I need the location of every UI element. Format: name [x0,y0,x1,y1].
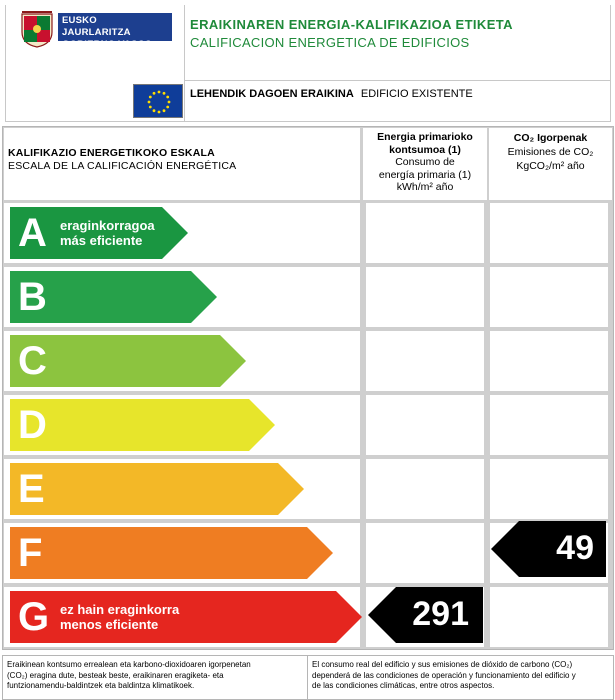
energy-header-es-2: energía primaria (1) [378,168,472,181]
eu-stars-icon [134,85,184,119]
building-type-es: EDIFICIO EXISTENTE [360,88,473,100]
co2-header-eu: CO₂ Igorpenak [513,132,588,144]
footer-note-eu [7,660,303,692]
energy-cell-d [366,395,484,455]
band-row-g [4,587,360,647]
energy-rating-value: 291 [412,595,469,633]
band-description-eu: ez hain eraginkorra [60,602,180,617]
band-row-f [4,523,360,583]
header-row-divider [184,80,611,81]
co2-header-unit: KgCO₂/m² año [516,160,585,172]
footer-es-line-2: dependerá de las condiciones de operación y funcionamiento del edificio y [312,670,576,680]
band-letter: F [18,531,43,575]
energy-cell-e [366,459,484,519]
co2-cell-e [490,459,608,519]
footer-eu-line-1: Eraikinean kontsumo errealean eta karbono-dioxidoaren igorpenetan [7,660,251,669]
energy-header-eu-1: Energia primarioko [377,131,473,143]
band-arrow-d-icon [10,399,275,451]
band-letter: G [18,595,50,639]
band-description-es: menos eficiente [60,617,159,632]
scale-header-cell [4,128,360,200]
co2-cell-b [490,267,608,327]
band-row-b [4,267,360,327]
eu-flag [133,84,183,118]
energy-cell-a [366,203,484,263]
band-letter: D [18,403,47,447]
footer-divider [307,655,308,700]
energy-header-eu-2: kontsumoa (1) [389,143,461,156]
band-row-e [4,459,360,519]
government-logo [20,10,172,48]
co2-cell-g [490,587,608,647]
co2-rating-value: 49 [556,529,594,567]
band-arrow-f-icon [10,527,333,579]
band-row-a [4,203,360,263]
energy-header-es-1: Consumo de [395,156,455,168]
band-row-d [4,395,360,455]
basque-coat-of-arms-icon [20,10,54,48]
co2-cell-d [490,395,608,455]
band-letter: B [18,275,47,319]
band-description [60,218,155,248]
label-title-es: CALIFICACION ENERGETICA DE EDIFICIOS [190,35,470,50]
building-type [190,88,473,100]
building-type-eu: LEHENDIK DAGOEN ERAIKINA [190,88,354,100]
band-row-c [4,331,360,391]
footer-eu-line-2: (CO₂) eragina dute, besteak beste, eraikinaren eragiketa- eta [7,670,224,680]
header-divider [184,5,185,122]
energy-header-unit: kWh/m² año [396,181,454,193]
footer-eu-line-3: funtzionamendu-baldintzek eta baldintza klimatikoek. [7,681,195,690]
energy-rating-marker [368,587,483,643]
footer-es-line-1: El consumo real del edificio y sus emisiones de dióxido de carbono (CO₂) [312,660,573,669]
scale-title-eu: KALIFIKAZIO ENERGETIKOKO ESKALA [8,147,215,159]
energy-cell-f [366,523,484,583]
band-arrow-e-icon [10,463,304,515]
band-description-es: más eficiente [60,233,143,248]
government-name-eu: EUSKO JAURLARITZA [62,15,131,38]
government-name-box [58,13,172,50]
energy-header-cell [363,128,487,200]
band-description-eu: eraginkorragoa [60,218,155,233]
co2-header-es: Emisiones de CO₂ [507,146,594,158]
energy-cell-b [366,267,484,327]
label-title-eu: ERAIKINAREN ENERGIA-KALIFIKAZIOA ETIKETA [190,17,513,32]
co2-rating-marker [491,521,606,577]
band-letter: C [18,339,47,383]
footer-note-es [312,660,610,692]
band-letter: A [18,211,47,255]
co2-cell-c [490,331,608,391]
energy-cell-c [366,331,484,391]
scale-title-es: ESCALA DE LA CALIFICACIÓN ENERGÉTICA [8,160,237,172]
band-description [60,602,179,632]
co2-header-cell [489,128,612,200]
footer-es-line-3: de las condiciones climáticas, entre otros aspectos. [312,681,495,690]
co2-cell-a [490,203,608,263]
band-letter: E [18,467,45,511]
government-name-es: GOBIERNO VASCO [62,39,153,50]
